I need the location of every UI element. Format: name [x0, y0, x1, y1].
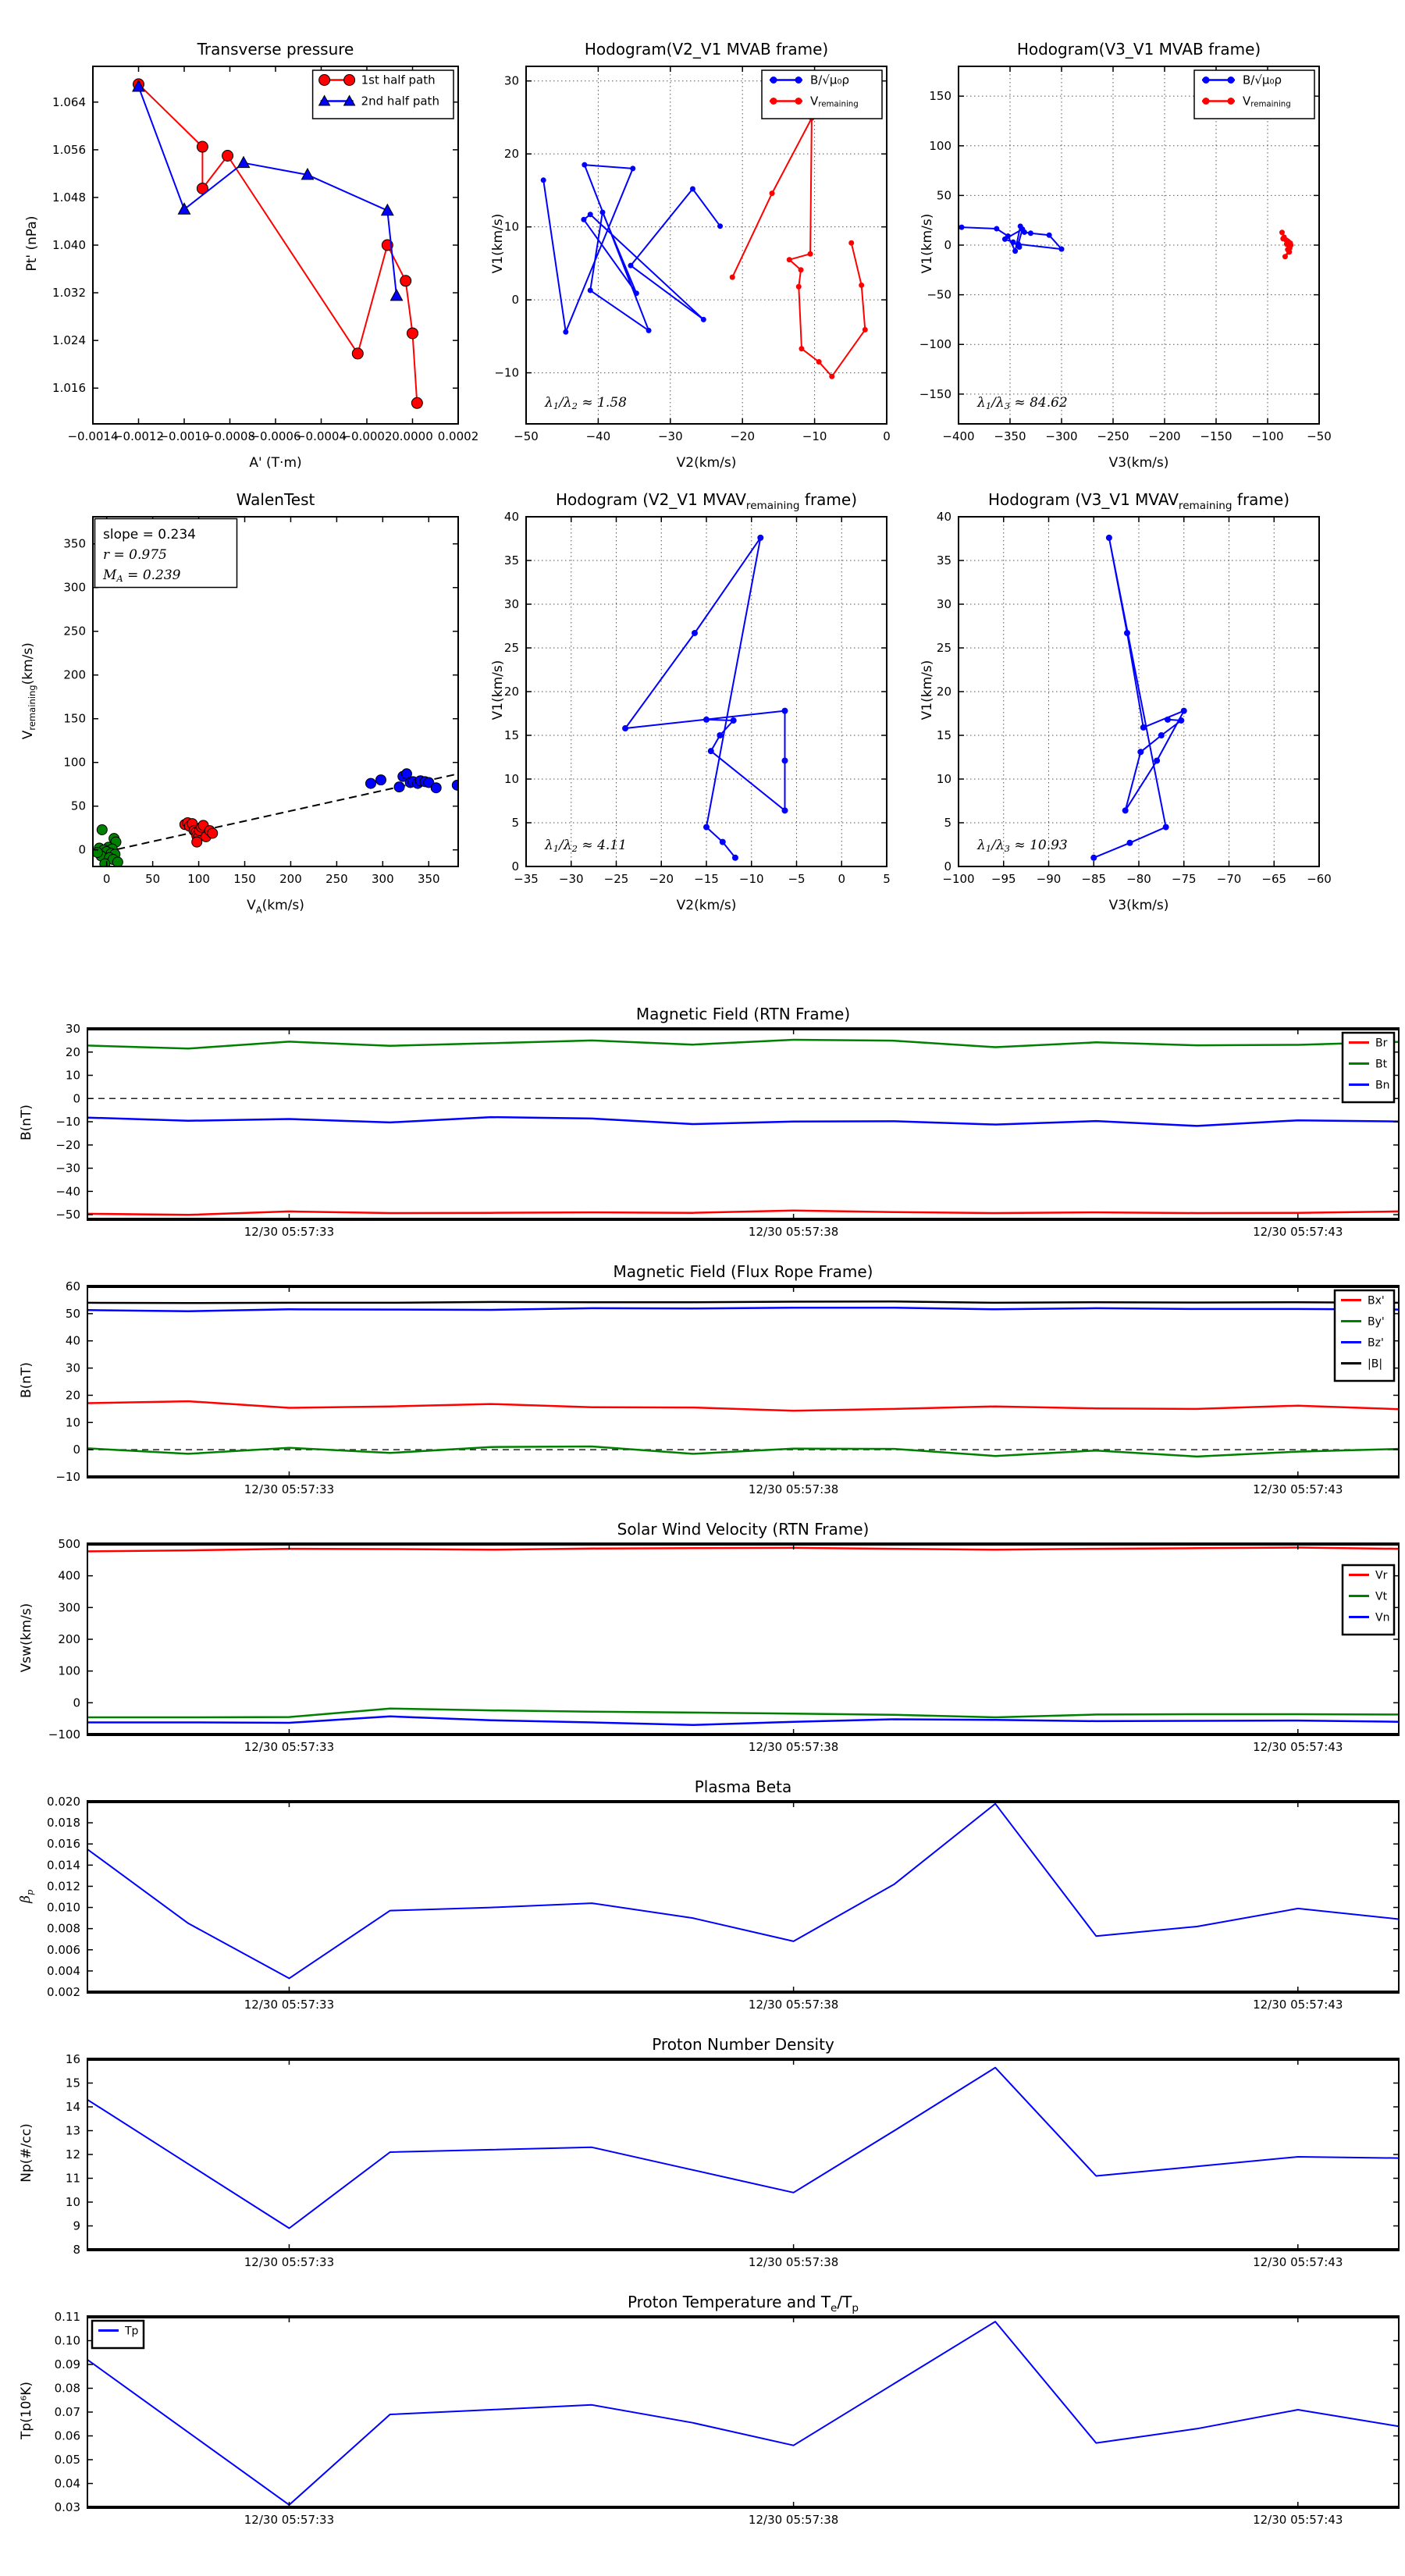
transverse-pressure-chart	[12, 12, 480, 518]
chart-title: Plasma Beta	[694, 1777, 792, 1796]
svg-text:1.024: 1.024	[52, 333, 86, 348]
svg-text:200: 200	[279, 872, 302, 886]
svg-text:−10: −10	[55, 1115, 80, 1130]
svg-text:20: 20	[65, 1044, 80, 1059]
svg-text:−0.0014: −0.0014	[67, 429, 119, 443]
svg-text:40: 40	[936, 510, 951, 524]
svg-text:13: 13	[65, 2123, 80, 2138]
svg-text:1.032: 1.032	[52, 286, 86, 301]
chart-title: Hodogram(V3_V1 MVAB frame)	[1016, 40, 1261, 59]
svg-text:1.016: 1.016	[52, 381, 86, 396]
svg-text:−0.0010: −0.0010	[158, 429, 210, 443]
svg-text:0.03: 0.03	[54, 2500, 80, 2514]
hodogram-v3v1-mvab-chart	[907, 12, 1405, 518]
y-axis-label: Pt' (nPa)	[24, 215, 40, 272]
svg-text:Bz': Bz'	[1368, 1336, 1384, 1350]
svg-text:0.10: 0.10	[54, 2333, 80, 2348]
svg-text:1.048: 1.048	[52, 190, 86, 205]
plot-area	[12, 12, 480, 518]
svg-text:12/30 05:57:33: 12/30 05:57:33	[244, 2513, 335, 2527]
svg-text:20: 20	[503, 147, 519, 162]
svg-text:−150: −150	[919, 386, 951, 401]
svg-text:0.06: 0.06	[54, 2428, 80, 2443]
svg-text:−20: −20	[55, 1137, 80, 1152]
svg-text:12/30 05:57:38: 12/30 05:57:38	[748, 1998, 839, 2012]
svg-text:−25: −25	[603, 872, 629, 886]
svg-text:150: 150	[63, 711, 86, 726]
x-axis-label: V3(km/s)	[1108, 455, 1169, 471]
svg-text:30: 30	[65, 1022, 80, 1036]
svg-text:0: 0	[511, 859, 519, 873]
plot-area	[907, 482, 1405, 999]
svg-text:λ1/λ2 ≈ 4.11: λ1/λ2 ≈ 4.11	[545, 838, 627, 854]
svg-text:400: 400	[58, 1568, 80, 1583]
svg-text:−30: −30	[558, 872, 584, 886]
svg-text:30: 30	[503, 73, 519, 88]
svg-text:30: 30	[503, 597, 519, 611]
svg-text:−100: −100	[48, 1727, 80, 1742]
svg-text:−35: −35	[514, 872, 539, 886]
svg-text:0: 0	[511, 293, 519, 308]
svg-text:−5: −5	[788, 872, 806, 886]
svg-text:100: 100	[929, 138, 951, 153]
svg-text:1.040: 1.040	[52, 238, 86, 252]
y-axis-label: Tp(10⁶K)	[19, 2381, 34, 2440]
svg-text:−95: −95	[991, 872, 1016, 886]
svg-text:−150: −150	[1200, 429, 1232, 443]
svg-text:350: 350	[63, 536, 86, 551]
svg-text:0.002: 0.002	[47, 1985, 80, 1999]
solar-wind-velocity-panel	[0, 1518, 1405, 1776]
svg-text:15: 15	[936, 728, 951, 742]
plot-area	[0, 1518, 1405, 1776]
svg-text:50: 50	[936, 188, 951, 203]
svg-text:50: 50	[145, 872, 161, 886]
svg-text:−20: −20	[730, 429, 756, 443]
svg-text:|B|: |B|	[1368, 1357, 1383, 1371]
svg-text:15: 15	[65, 2076, 80, 2090]
y-axis-label: $\beta_p$	[17, 1889, 36, 1903]
svg-text:r = 0.975: r = 0.975	[103, 547, 167, 563]
svg-text:12/30 05:57:43: 12/30 05:57:43	[1253, 1740, 1343, 1754]
svg-text:50: 50	[70, 799, 86, 813]
svg-text:0: 0	[73, 1443, 80, 1457]
y-axis-label: V1(km/s)	[919, 213, 935, 274]
svg-text:200: 200	[58, 1632, 80, 1646]
x-axis-label: V3(km/s)	[1108, 898, 1169, 913]
svg-text:−10: −10	[494, 365, 519, 380]
svg-text:12/30 05:57:33: 12/30 05:57:33	[244, 1740, 335, 1754]
svg-text:0.004: 0.004	[47, 1963, 80, 1978]
svg-text:30: 30	[65, 1361, 80, 1375]
svg-text:12/30 05:57:38: 12/30 05:57:38	[748, 2255, 839, 2269]
hodogram-v2v1-mvab-chart	[488, 12, 944, 518]
svg-text:10: 10	[65, 1068, 80, 1083]
svg-text:Tp: Tp	[125, 2325, 139, 2338]
svg-text:−50: −50	[927, 287, 951, 302]
svg-text:−300: −300	[1045, 429, 1078, 443]
svg-text:5: 5	[511, 816, 519, 830]
svg-text:0.07: 0.07	[54, 2405, 80, 2419]
svg-text:−80: −80	[1126, 872, 1151, 886]
svg-text:0: 0	[73, 1091, 80, 1106]
svg-text:−250: −250	[1097, 429, 1129, 443]
svg-text:35: 35	[936, 553, 951, 568]
x-axis-label: A' (T·m)	[249, 455, 302, 471]
plot-area	[488, 482, 944, 999]
svg-text:100: 100	[63, 755, 86, 770]
chart-title: Hodogram (V2_V1 $MVAV_{remaining}$ frame)	[555, 490, 858, 512]
svg-text:2nd half path: 2nd half path	[361, 94, 439, 109]
chart-title: Proton Temperature and $T_e/T_p$	[627, 2293, 859, 2314]
svg-text:25: 25	[503, 641, 519, 655]
svg-text:5: 5	[944, 816, 951, 830]
plot-area	[0, 1776, 1405, 2033]
svg-text:0: 0	[73, 1695, 80, 1710]
svg-text:300: 300	[372, 872, 394, 886]
svg-text:40: 40	[65, 1333, 80, 1348]
svg-text:Bt: Bt	[1375, 1058, 1388, 1071]
plot-area	[0, 2033, 1405, 2291]
svg-text:150: 150	[233, 872, 256, 886]
svg-text:−30: −30	[55, 1161, 80, 1176]
svg-text:20: 20	[936, 685, 951, 699]
svg-text:350: 350	[417, 872, 440, 886]
svg-text:Vn: Vn	[1375, 1611, 1390, 1624]
y-axis-label: V1(km/s)	[490, 660, 506, 720]
svg-text:−350: −350	[994, 429, 1026, 443]
proton-temperature-panel	[0, 2291, 1405, 2556]
svg-text:1.056: 1.056	[52, 142, 86, 157]
svg-text:0: 0	[102, 872, 111, 886]
svg-text:11: 11	[65, 2171, 80, 2186]
plot-area	[0, 1261, 1405, 1518]
svg-text:Vr: Vr	[1375, 1569, 1388, 1582]
svg-text:0.09: 0.09	[54, 2357, 80, 2371]
svg-text:−200: −200	[1148, 429, 1181, 443]
svg-text:MA = 0.239: MA = 0.239	[103, 568, 181, 584]
svg-text:9: 9	[73, 2218, 80, 2233]
svg-text:16: 16	[65, 2052, 80, 2066]
svg-text:12/30 05:57:38: 12/30 05:57:38	[748, 1740, 839, 1754]
svg-text:−400: −400	[942, 429, 975, 443]
magnetic-field-rtn-panel	[0, 1003, 1405, 1261]
chart-title: Magnetic Field (Flux Rope Frame)	[613, 1262, 873, 1281]
y-axis-label: V1(km/s)	[919, 660, 935, 720]
svg-text:1st half path: 1st half path	[361, 73, 436, 87]
svg-text:Vremaining: Vremaining	[810, 94, 859, 109]
y-axis-label: B(nT)	[19, 1361, 34, 1399]
svg-text:By': By'	[1368, 1315, 1385, 1329]
svg-text:0.006: 0.006	[47, 1942, 80, 1957]
svg-text:0: 0	[838, 872, 846, 886]
svg-text:−0.0004: −0.0004	[295, 429, 347, 443]
svg-text:20: 20	[503, 685, 519, 699]
proton-number-density-panel	[0, 2033, 1405, 2291]
svg-text:B/√μ₀ρ: B/√μ₀ρ	[1243, 73, 1282, 87]
svg-text:10: 10	[503, 219, 519, 234]
svg-text:0.008: 0.008	[47, 1921, 80, 1936]
svg-text:−85: −85	[1081, 872, 1107, 886]
magnetic-field-flux-rope-panel	[0, 1261, 1405, 1518]
svg-text:−65: −65	[1261, 872, 1287, 886]
svg-text:−0.0012: −0.0012	[112, 429, 165, 443]
svg-text:−20: −20	[649, 872, 674, 886]
plot-area	[0, 1003, 1405, 1261]
plot-area	[12, 482, 480, 999]
svg-text:15: 15	[503, 728, 519, 742]
svg-text:40: 40	[503, 510, 519, 524]
svg-text:300: 300	[58, 1600, 80, 1615]
chart-title: Hodogram (V3_V1 $MVAV_{remaining}$ frame)	[987, 490, 1290, 512]
y-axis-label: V1(km/s)	[490, 213, 506, 274]
plot-area	[488, 12, 944, 518]
svg-text:0.04: 0.04	[54, 2476, 80, 2491]
svg-text:−100: −100	[942, 872, 975, 886]
svg-text:500: 500	[58, 1537, 80, 1551]
svg-text:0.014: 0.014	[47, 1858, 80, 1873]
chart-title: Hodogram(V2_V1 MVAB frame)	[584, 40, 829, 59]
svg-text:0.08: 0.08	[54, 2381, 80, 2396]
svg-text:30: 30	[936, 597, 951, 611]
svg-text:−50: −50	[55, 1208, 80, 1222]
svg-text:Bn: Bn	[1375, 1079, 1390, 1092]
svg-text:−70: −70	[1216, 872, 1242, 886]
svg-text:12/30 05:57:43: 12/30 05:57:43	[1253, 1998, 1343, 2012]
svg-text:60: 60	[65, 1279, 80, 1293]
svg-text:12/30 05:57:43: 12/30 05:57:43	[1253, 2513, 1343, 2527]
svg-text:−40: −40	[585, 429, 611, 443]
svg-text:12/30 05:57:38: 12/30 05:57:38	[748, 1482, 839, 1496]
svg-text:12/30 05:57:43: 12/30 05:57:43	[1253, 1482, 1343, 1496]
svg-text:−50: −50	[514, 429, 539, 443]
svg-text:−40: −40	[55, 1184, 80, 1199]
svg-text:100: 100	[187, 872, 210, 886]
svg-text:1.064: 1.064	[52, 94, 86, 109]
walen-test-chart	[12, 482, 480, 999]
plot-area	[0, 2291, 1405, 2556]
svg-text:−0.0006: −0.0006	[250, 429, 301, 443]
svg-text:12/30 05:57:43: 12/30 05:57:43	[1253, 2255, 1343, 2269]
svg-text:0: 0	[78, 842, 86, 857]
svg-text:35: 35	[503, 553, 519, 568]
svg-text:−0.0008: −0.0008	[204, 429, 256, 443]
svg-text:12/30 05:57:38: 12/30 05:57:38	[748, 1225, 839, 1239]
svg-text:0.020: 0.020	[47, 1795, 80, 1809]
svg-text:200: 200	[63, 667, 86, 682]
hodogram-v2v1-mvav-chart	[488, 482, 944, 999]
hodogram-v3v1-mvav-chart	[907, 482, 1405, 999]
svg-text:12/30 05:57:33: 12/30 05:57:33	[244, 1225, 335, 1239]
y-axis-label: B(nT)	[19, 1104, 34, 1141]
svg-text:Br: Br	[1375, 1037, 1388, 1050]
svg-text:0: 0	[944, 859, 951, 873]
plasma-beta-panel	[0, 1776, 1405, 2033]
svg-text:12/30 05:57:33: 12/30 05:57:33	[244, 1482, 335, 1496]
svg-text:Vt: Vt	[1375, 1590, 1388, 1603]
svg-text:10: 10	[65, 1415, 80, 1430]
svg-text:−100: −100	[1251, 429, 1284, 443]
chart-title: WalenTest	[236, 490, 315, 509]
svg-text:slope = 0.234: slope = 0.234	[103, 527, 196, 543]
svg-text:300: 300	[63, 580, 86, 595]
chart-title: Solar Wind Velocity (RTN Frame)	[617, 1520, 870, 1539]
svg-text:B/√μ₀ρ: B/√μ₀ρ	[810, 73, 849, 87]
svg-text:10: 10	[503, 772, 519, 786]
x-axis-label: $V_A(km/s)$	[247, 898, 304, 916]
svg-text:0.05: 0.05	[54, 2453, 80, 2467]
svg-text:−50: −50	[1307, 429, 1332, 443]
svg-text:20: 20	[65, 1388, 80, 1403]
svg-text:−10: −10	[55, 1470, 80, 1484]
svg-text:−100: −100	[919, 337, 951, 352]
svg-text:λ1/λ3 ≈ 10.93: λ1/λ3 ≈ 10.93	[977, 838, 1068, 854]
svg-text:−60: −60	[1307, 872, 1332, 886]
svg-text:100: 100	[58, 1663, 80, 1678]
svg-text:λ1/λ2 ≈ 1.58: λ1/λ2 ≈ 1.58	[545, 395, 627, 411]
plot-area	[907, 12, 1405, 518]
svg-text:12/30 05:57:33: 12/30 05:57:33	[244, 2255, 335, 2269]
svg-text:−10: −10	[738, 872, 764, 886]
x-axis-label: V2(km/s)	[676, 455, 737, 471]
svg-text:−0.0002: −0.0002	[341, 429, 393, 443]
svg-text:−30: −30	[657, 429, 683, 443]
svg-text:25: 25	[936, 641, 951, 655]
svg-text:0: 0	[944, 238, 951, 252]
svg-text:0.0002: 0.0002	[437, 429, 479, 443]
y-axis-label: Vsw(km/s)	[19, 1603, 34, 1673]
y-axis-label: Np(#/cc)	[19, 2123, 34, 2183]
svg-text:50: 50	[65, 1306, 80, 1321]
x-axis-label: V2(km/s)	[676, 898, 737, 913]
svg-text:14: 14	[65, 2100, 80, 2114]
svg-text:8: 8	[73, 2243, 80, 2257]
svg-text:0.016: 0.016	[47, 1837, 80, 1852]
svg-text:0.11: 0.11	[54, 2310, 80, 2324]
svg-text:150: 150	[929, 89, 951, 104]
svg-text:250: 250	[63, 624, 86, 639]
svg-text:0: 0	[883, 429, 891, 443]
chart-title: Transverse pressure	[197, 40, 354, 59]
svg-text:5: 5	[883, 872, 891, 886]
svg-text:12/30 05:57:43: 12/30 05:57:43	[1253, 1225, 1343, 1239]
y-axis-label: $V_{remaining}(km/s)$	[20, 642, 38, 740]
svg-text:−75: −75	[1171, 872, 1197, 886]
svg-text:12: 12	[65, 2147, 80, 2161]
svg-text:−15: −15	[694, 872, 719, 886]
chart-title: Proton Number Density	[652, 2035, 834, 2054]
svg-text:0.010: 0.010	[47, 1900, 80, 1915]
svg-text:−10: −10	[802, 429, 827, 443]
svg-text:0.0000: 0.0000	[392, 429, 433, 443]
svg-text:λ1/λ3 ≈ 84.62: λ1/λ3 ≈ 84.62	[977, 395, 1068, 411]
svg-text:−90: −90	[1036, 872, 1062, 886]
svg-text:Bx': Bx'	[1368, 1294, 1385, 1308]
svg-text:0.018: 0.018	[47, 1816, 80, 1831]
chart-title: Magnetic Field (RTN Frame)	[635, 1005, 851, 1023]
svg-text:12/30 05:57:38: 12/30 05:57:38	[748, 2513, 839, 2527]
svg-text:10: 10	[65, 2195, 80, 2209]
svg-text:Vremaining: Vremaining	[1243, 94, 1291, 109]
svg-text:12/30 05:57:33: 12/30 05:57:33	[244, 1998, 335, 2012]
svg-text:0.012: 0.012	[47, 1879, 80, 1894]
svg-text:250: 250	[325, 872, 348, 886]
svg-text:10: 10	[936, 772, 951, 786]
